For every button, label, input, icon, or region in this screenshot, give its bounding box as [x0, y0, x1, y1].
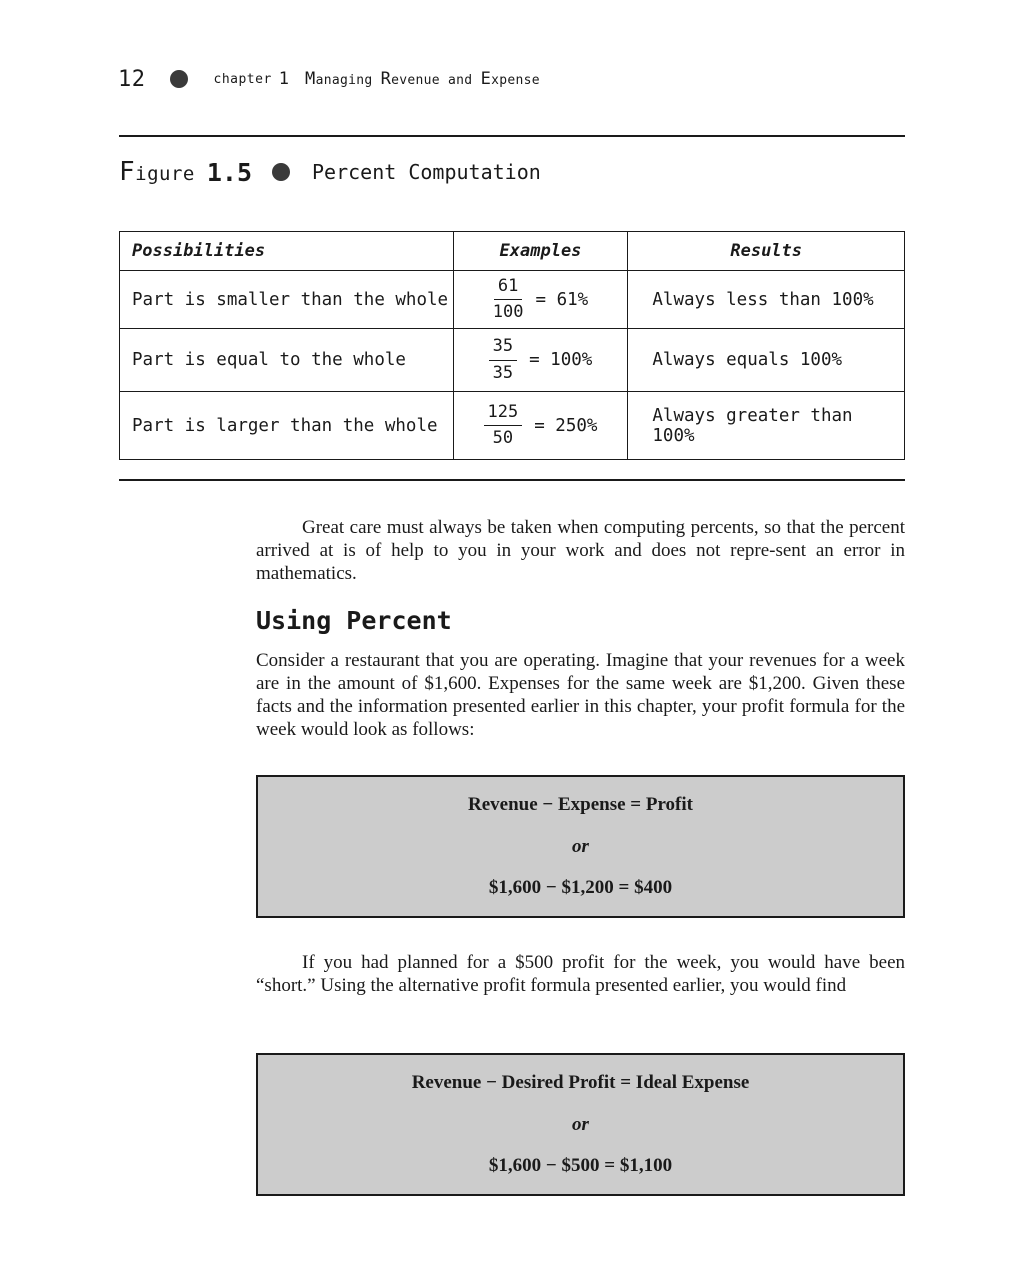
fraction	[493, 276, 524, 324]
percent-result: = 100%	[529, 350, 593, 370]
denominator: 35	[492, 362, 514, 383]
example-cell	[453, 329, 628, 392]
table-header-row	[120, 232, 905, 271]
example-cell	[453, 271, 628, 329]
figure-label-small: igure	[135, 163, 195, 185]
chapter-title-small: anaging	[315, 73, 381, 88]
result-cell: Always equals 100%	[628, 329, 905, 392]
chapter-label: chapter	[213, 71, 272, 87]
result-cell: Always greater than 100%	[628, 392, 905, 460]
figure-label	[119, 157, 195, 187]
chapter-title-small: xpense	[491, 73, 540, 88]
formula-line: $1,600 − $500 = $1,100	[488, 1155, 673, 1176]
percent-result: = 250%	[534, 415, 598, 436]
possibility-cell: Part is equal to the whole	[120, 329, 454, 392]
fraction	[489, 336, 517, 384]
formula-box-ideal-expense	[256, 1053, 905, 1196]
percent-result: = 61%	[535, 289, 589, 310]
chapter-title-cap: R	[380, 69, 392, 89]
body-paragraph: Consider a restaurant that you are operating. Imagine that your revenues for a week are in the amount of $1,600. Expenses for the same week are $1,200. Given these facts and the information presented earlier in this chapter, your profit formula for the week would look as follows:	[256, 650, 905, 740]
possibility-cell: Part is larger than the whole	[120, 392, 454, 460]
example-cell	[453, 392, 628, 460]
result-cell: Always less than 100%	[628, 271, 905, 329]
column-header-results: Results	[628, 232, 905, 271]
table-row	[120, 392, 905, 460]
figure-number: 1.5	[206, 157, 253, 187]
formula-line: $1,600 − $1,200 = $400	[488, 877, 673, 898]
formula-box-profit	[256, 775, 905, 918]
formula-or: or	[572, 1114, 589, 1135]
figure-title: Percent Computation	[312, 160, 541, 184]
figure-caption	[119, 154, 541, 190]
bullet-dot-icon	[272, 163, 290, 181]
percent-table	[119, 231, 905, 460]
denominator: 100	[492, 302, 524, 322]
chapter-title	[305, 69, 540, 89]
top-rule	[119, 135, 905, 137]
chapter-title-cap: E	[480, 69, 492, 89]
table-row	[120, 271, 905, 329]
formula-line: Revenue − Desired Profit = Ideal Expense	[411, 1072, 750, 1093]
formula-or: or	[572, 836, 589, 857]
figure-label-cap: F	[119, 157, 136, 187]
formula-line: Revenue − Expense = Profit	[467, 794, 693, 815]
fraction	[484, 402, 523, 450]
chapter-number: 1	[278, 69, 290, 89]
possibility-cell: Part is smaller than the whole	[120, 271, 454, 329]
column-header-possibilities: Possibilities	[120, 232, 454, 271]
body-paragraph: If you had planned for a $500 profit for the week, you would have been “short.” Using the alternative profit formula presented earlier, you would find	[256, 952, 905, 996]
page-number: 12	[118, 66, 146, 92]
body-paragraph: Great care must always be taken when computing percents, so that the percent arrived at is of help to you in your work and does not repre-sent an error in mathematics.	[256, 517, 905, 584]
numerator: 35	[489, 336, 517, 360]
numerator: 61	[494, 276, 522, 300]
column-header-examples: Examples	[453, 232, 628, 271]
table-row	[120, 329, 905, 392]
bullet-dot-icon	[170, 70, 188, 88]
chapter-title-cap: M	[305, 69, 316, 89]
section-heading: Using Percent	[256, 606, 452, 635]
running-header	[118, 64, 540, 94]
numerator: 125	[484, 402, 523, 426]
chapter-title-small: evenue and	[391, 73, 481, 88]
denominator: 50	[492, 428, 514, 448]
figure-bottom-rule	[119, 479, 905, 481]
